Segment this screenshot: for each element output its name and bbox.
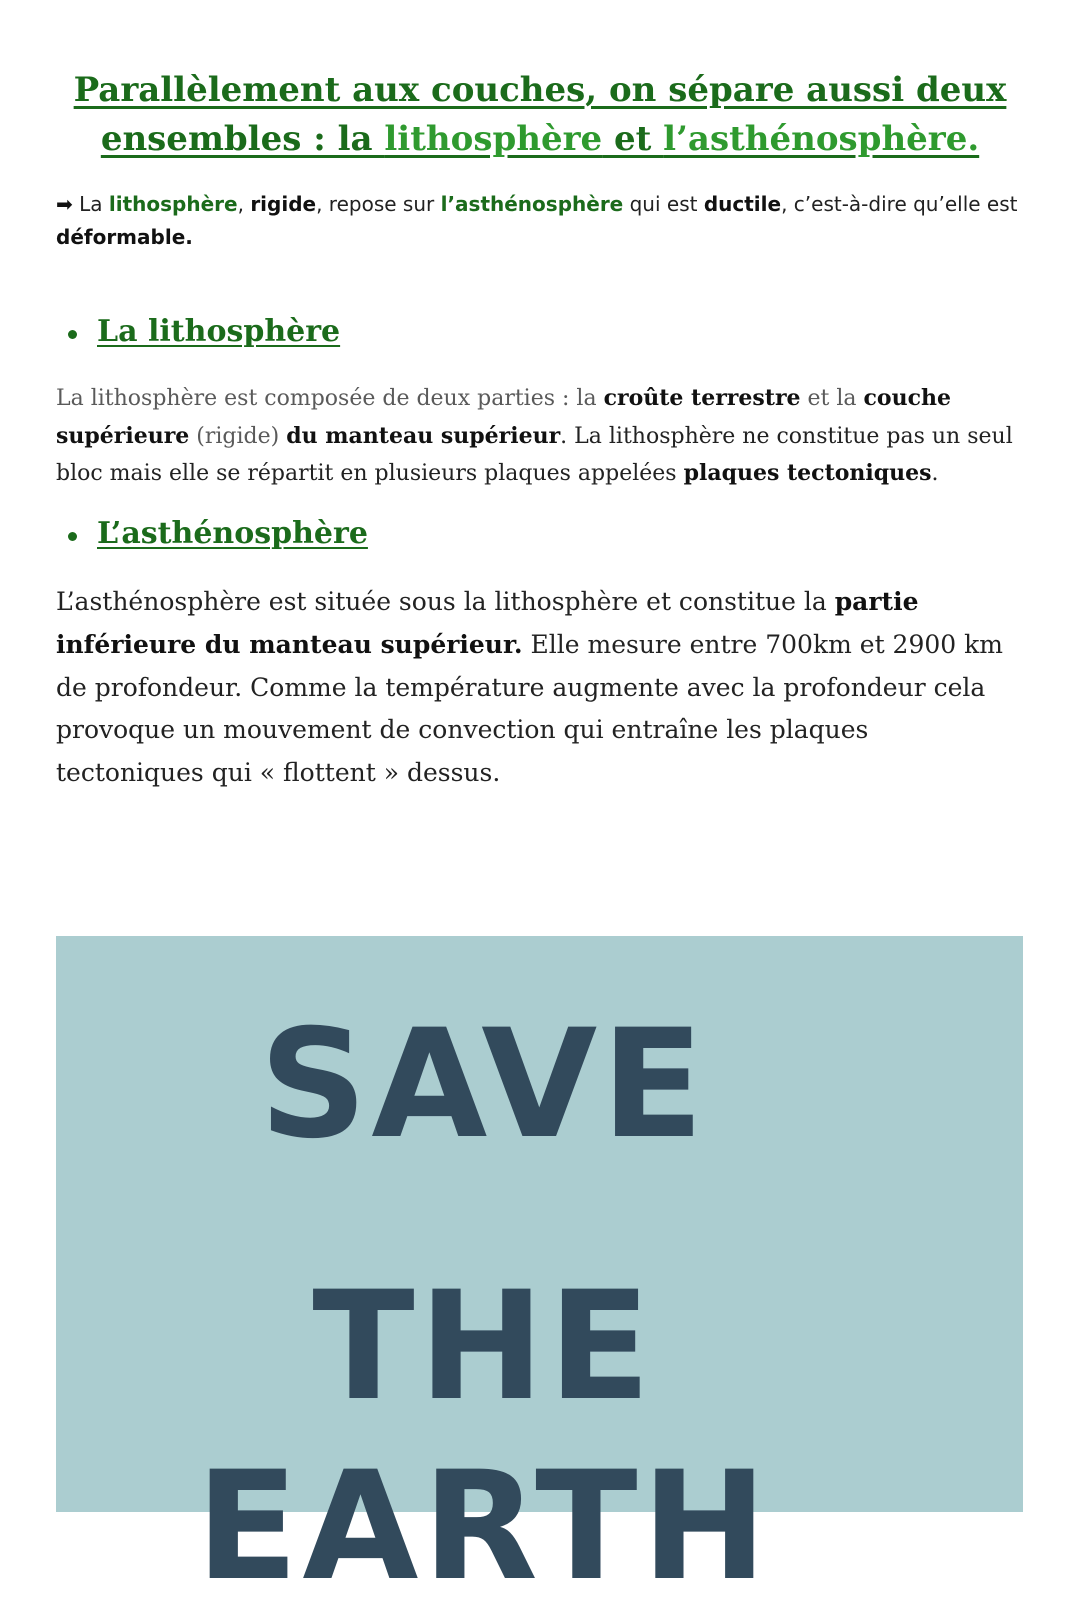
- intro-paragraph: [56, 188, 1024, 254]
- main-heading: [56, 66, 1024, 164]
- intro-text: La: [72, 192, 109, 216]
- intro-text: , c’est-à-dire qu’elle est: [781, 192, 1018, 216]
- intro-text: , repose sur: [316, 192, 441, 216]
- intro-asthenosphere: l’asthénosphère: [440, 192, 624, 216]
- right-arrow-icon: ➡: [56, 192, 73, 216]
- term-croute-terrestre: croûte terrestre: [603, 385, 801, 411]
- poster-word-earth: EARTH: [195, 1440, 772, 1614]
- intro-text: ,: [237, 192, 251, 216]
- heading-lithosphere: lithosphère: [384, 119, 603, 159]
- heading-text-mid: et: [602, 119, 664, 159]
- bullet-icon: [68, 330, 77, 339]
- asthenosphere-paragraph: [56, 581, 1024, 795]
- section-title: La lithosphère: [97, 314, 341, 349]
- paragraph-text: . La lithosphère ne constitue pas un seul bloc mais elle se répartit en plusieurs plaques appelées: [56, 423, 1013, 486]
- paragraph-text: L’asthénosphère est située sous la lithosphère et constitue la: [56, 587, 835, 616]
- section-heading-lithosphere: [68, 312, 340, 352]
- section-title: L’asthénosphère: [97, 516, 368, 551]
- poster-word-save: SAVE: [259, 998, 708, 1172]
- heading-asthenosphere: l’asthénosphère.: [663, 119, 980, 159]
- term-plaques-tectoniques: plaques tectoniques: [683, 460, 932, 486]
- intro-deformable: déformable.: [56, 225, 193, 249]
- intro-lithosphere: lithosphère: [108, 192, 238, 216]
- paragraph-text: et la: [800, 386, 864, 411]
- intro-text: qui est: [623, 192, 704, 216]
- paragraph-text: (rigide): [189, 423, 287, 449]
- lithosphere-paragraph: [56, 380, 1024, 493]
- bullet-icon: [68, 532, 77, 541]
- term-partie-inferieure: partie inférieure du manteau supérieur.: [56, 587, 919, 659]
- paragraph-text: La lithosphère est composée de deux parties : la: [56, 386, 604, 411]
- paragraph-text: .: [931, 461, 939, 486]
- intro-ductile: ductile: [703, 192, 782, 216]
- section-heading-asthenosphere: [68, 514, 368, 554]
- term-couche-superieure: couche supérieure: [56, 385, 951, 449]
- term-manteau-superieur: du manteau supérieur: [286, 422, 561, 449]
- intro-rigide: rigide: [250, 192, 317, 216]
- paragraph-text: Elle mesure entre 700km et 2900 km de profondeur. Comme la température augmente avec la profondeur cela provoque un mouvement de convection qui entraîne les plaques tectoniques qui « flottent » dessus.: [56, 629, 1003, 788]
- poster-word-the: THE: [312, 1260, 655, 1434]
- heading-text-part1: Parallèlement aux couches, on sépare aussi deux ensembles : la: [73, 70, 1007, 159]
